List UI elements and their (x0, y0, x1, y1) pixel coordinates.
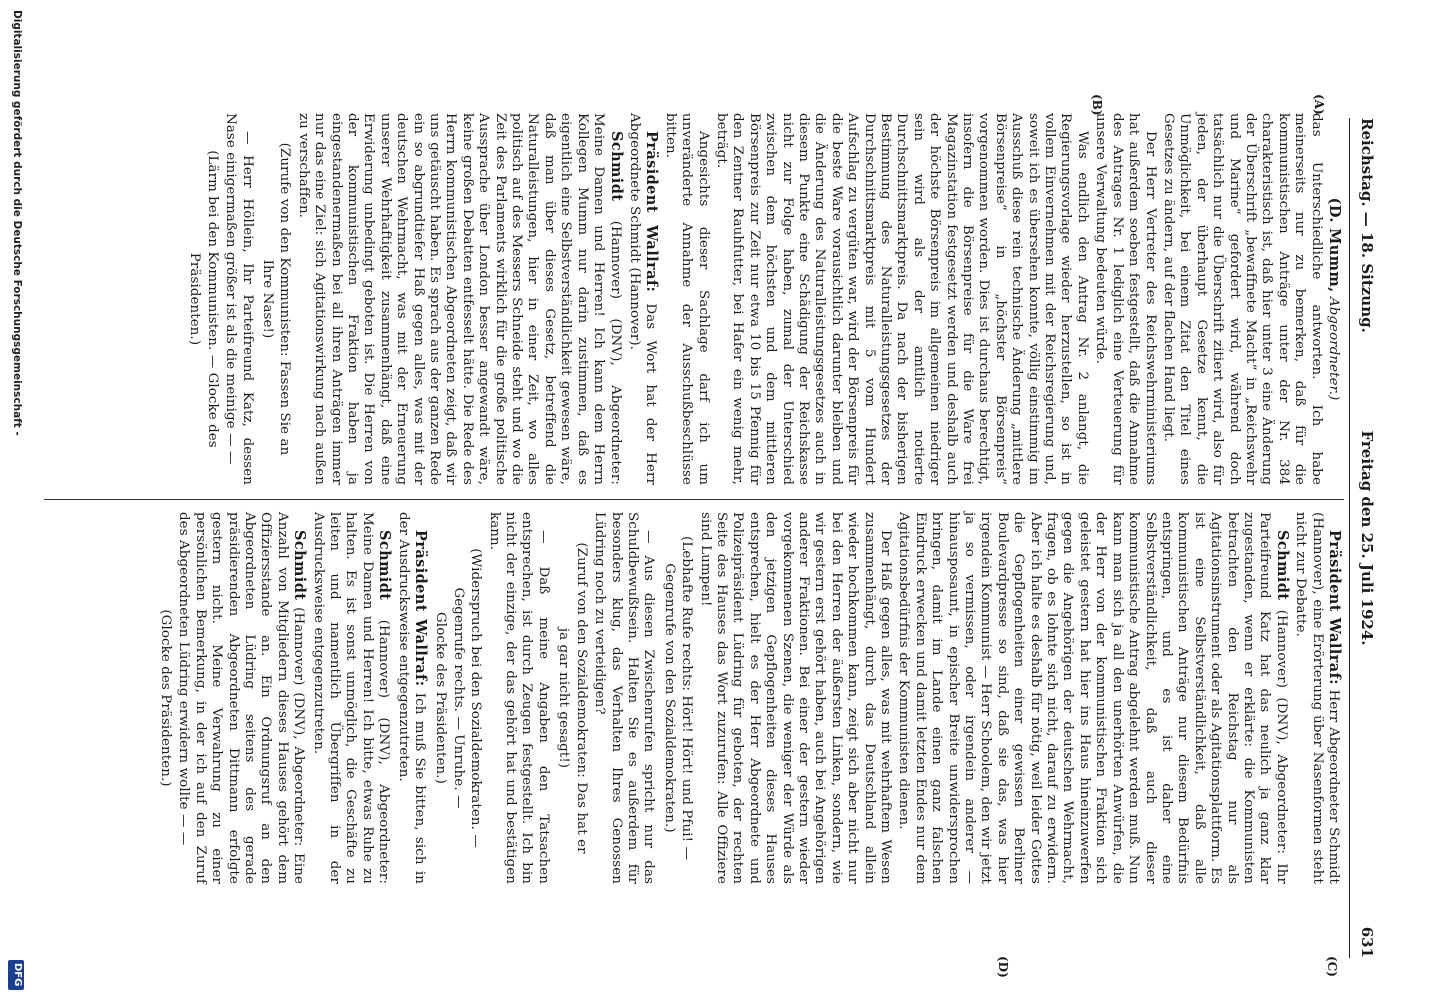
speaker-role: Abgeordneter.) (1326, 296, 1341, 401)
speaker-name: Schmidt (376, 530, 394, 601)
interjection: (Zuruf von den Sozialdemokraten: Das hat er (573, 542, 589, 854)
speech-paragraph (1292, 512, 1342, 884)
interjection: (Lärm bei den Kommunisten. — Glocke des (204, 150, 220, 448)
interjection: Ihre Nase!) (260, 259, 275, 339)
speech-text: (Hannover) (DNV), Abgeordneter: Eine Anzahl von Mitgliedern dieses Hauses gehört dem Offiziersstande an. Ein Ordnungsruf an den Abgeordneten Lüdring seitens des gerade präsidierenden Abgeordneten Dittmann erfolgte gestern nicht. Meine Verwahrung zu einer persönlichen Bemerkung, in der ich auf den Zuruf des Abgeordneten Lüdring erwidern wollte — — (176, 512, 307, 885)
paragraph: Der Haß gegen alles, was mit wehrhaftem Wesen zusammenhängt, durch das Deutschland allein wieder hochkommen kann, zeigt sich aber nicht nur bei den Herren der äußersten Linken, sondern, wie wir gestern erst gehört haben, auch bei Angehörigen anderer Fraktionen. Bei einer der gestern wieder vorgekommenen Szenen, die weniger der Würde als den jetzigen Gepflogenheiten dieses Hauses entsprechen, hielt es der Herr Abgeordnete und Polizeipräsident Lüdring für geboten, der rechten Seite des Hauses das Wort zuzurufen: Alle Offiziere sind Lumpen! (697, 512, 894, 884)
digitization-footer (6, 0, 24, 1000)
paragraph: das Unterschiedliche antworten. Ich habe meinerseits nur zu bemerken, daß für die kommunistischen Anträge unter der Nr. 384 charakteristisch ist, daß hier unter 3 eine Änderung der Überschrift „bewaffnete Macht“ in „Reichswehr und Marine“ gefordert wird, während doch tatsächlich nur die Überschrift zitiert wird, also für jeden, der überhaupt Gesetze kennt, die Unmöglichkeit, bei einem Zitat den Titel eines Gesetzes zu ändern, auf der flachen Hand liegt. (1160, 113, 1324, 485)
speech-paragraph (626, 113, 660, 485)
speaker-continuation (1325, 113, 1342, 485)
margin-letter-d: (D) (996, 956, 1010, 978)
column-divider (44, 499, 1344, 500)
speaker-name: Schmidt (607, 131, 625, 202)
header-rule (1349, 118, 1350, 958)
dfg-logo-text: DFG (12, 963, 23, 987)
paragraph: — Aus diesen Zwischenrufen spricht nur das Schuldbewußtsein. Halten Sie es außerdem für besonders klug, das Verhalten Ihres Genossen Lüdring noch zu verteidigen? (592, 512, 657, 884)
paragraph: — Herr Höllein, Ihr Parteifreund Katz, dessen Nase einigermaßen größer ist als die meinige — — (223, 113, 255, 485)
speaker-name: (D. Mumm, (1326, 197, 1343, 293)
interjection: (Widerspruch bei den Sozialdemokraten. — (468, 548, 484, 848)
header-session: Reichstag. — 18. Sitzung. (1358, 118, 1376, 333)
speaker-name: Präsident Wallraf: (412, 530, 430, 687)
interjection: (Glocke des Präsidenten.) (157, 609, 173, 787)
header-date: Freitag den 25. Juli 1924. (1358, 430, 1376, 646)
dfg-logo-icon (8, 960, 24, 990)
paragraph: — Daß meine Angaben den Tatsachen entsprechen, ist durch Zeugen festgestellt. Ich bin nicht der einzige, der das gehört hat und bestätigen kann. (486, 512, 551, 884)
left-column (182, 113, 1342, 485)
speech-text: (Hannover) (DNV), Abgeordneter: Ihr Parteifreund Katz hat das neulich ja ganz klar zugestanden, wenn er erklärte: die Kommunisten betrachten den Reichstag nur als Agitationsinstrument oder als Agitationsplattform. Es ist eine Selbstverständlichkeit, daß alle kommunistischen Anträge nur diesem Bedürfnis entspringen, und es ist daher eine Selbstverständlichkeit, daß auch dieser kommunistische Antrag abgelehnt werden muß. Nun kann man sich ja all den unerhörten Anwürfen, die der Herr von der kommunistischen Fraktion sich geleistet gestern hat hier ins Haus hineinzuwerfen gegen die Angehörigen der deutschen Wehrmacht, fragen, ob es lohnte sich nicht, darauf zu erwidern. Aber ich halte es deshalb für nötig, weil leider Gottes die Gepflogenheiten einer gewissen Berliner Boulevardpresse so sind, daß sie das, was hier irgendein Kommunist — Herr Schoolem, den wir jetzt ja so vermissen, oder irgendein anderer — hinausposaunt, in epischer Breite unwidersprochen bringen, damit im Lande einen ganz falschen Eindruck erwecken und damit letzten Endes nur dem Agitationsbedürfnis der Kommunisten dienen. (896, 512, 1289, 885)
speech-text: (Hannover) (DNV), Abgeordneter: Meine Damen und Herren! Ich kann dem Herrn Kollegen Mumm nur darin zustimmen, daß es eigentlich eine Selbstverständlichkeit gewesen wäre, daß man über dieses Gesetz, betreffend die Naturalleistungen, hier in einer Zeit, wo alles politisch auf des Messers Schneide steht und wo die Zeit des Parlaments wirklich für die große politische Aussprache über London besser angewandt wäre, keine großen Debatten entfesselt hätte. Die Rede des Herrn kommunistischen Abgeordneten zeigt, daß wir uns getäuscht haben. Es sprach aus der ganzen Rede ein so abgrundtiefer Haß gegen alles, was mit der deutschen Wehrmacht, was mit der Erneuerung unserer Wehrhaftigkeit zusammenhängt, daß eine Erwiderung unbedingt geboten ist. Die Herren von der kommunistischen Fraktion haben ja eingestandenermaßen bei all ihren Anträgen immer nur das eine Ziel: sich Agitationswirkung nach außen zu verschaffen. (295, 113, 623, 485)
speech-paragraph (394, 512, 428, 884)
speech-paragraph (895, 512, 1290, 884)
speech-text: Das Wort hat der Herr Abgeordnete Schmidt (Hannover). (626, 113, 659, 485)
speaker-name: Schmidt (291, 530, 309, 601)
margin-letter-a: (A) (1312, 94, 1326, 115)
right-column (153, 512, 1342, 884)
paragraph: Was endlich den Antrag Nr. 2 anlangt, die Regierungsvorlage wieder herzustellen, so ist in vollem Einvernehmen mit der Reichsregierung und, soweit ich es übersehen konnte, völlig einstimmig im Ausschuß diese rein technische Änderung „mittlere Börsenpreise“ in „höchster Börsenpreis“ vorgenommen worden. Dies ist durchaus berechtigt, insofern die Börsenpreise für die Ware frei Magazinstation festgesetzt werden und deshalb auch der höchste Börsenpreis im allgemeinen niedriger sein wird als der amtlich notierte Durchschnittsmarktpreis. Da nach der bisherigen Bestimmung des Naturalleistungsgesetzes der Durchschnittsmarktpreis mit 5 vom Hundert Aufschlag zu vergüten war, wird der Börsenpreis für die beste Ware vorausichtlich darunter bleiben und die Änderung des Naturalleistungsgesetzes auch in diesem Punkte eine Schädigung der Reichskasse nicht zur Folge haben, zumal der Unterschied zwischen dem höchsten und dem mittleren Börsenpreis zur Zeit nur etwa 10 bis 15 Pfennig für den Zentner Rauhfutter, bei Hafer ein wenig mehr, beträgt. (713, 113, 1090, 485)
speech-text: Herr Abgeordneter Schmidt (Hannover), eine Erörterung über Nasenformen steht nicht zur Debatte. (1293, 512, 1341, 884)
interjection: ja gar nicht gesagt!) (556, 627, 572, 769)
speech-paragraph (175, 512, 307, 884)
interjection: Gegenrufe von den Sozialdemokraten.) (661, 563, 677, 833)
page-number: 631 (1358, 926, 1376, 958)
margin-letter-c: (C) (1325, 956, 1339, 977)
speech-paragraph (309, 512, 392, 884)
speaker-name: Präsident Wallraf: (643, 131, 661, 293)
speech-paragraph (294, 113, 623, 485)
margin-letter-b: (B) (1090, 94, 1104, 116)
funding-note: Digitalisierung gefördert durch die Deutsche Forschungsgemeinschaft - (11, 10, 23, 436)
speech-text: Ich muß Sie bitten, sich in der Ausdrucksweise entgegenzutreten. (395, 512, 428, 884)
interjection: Gegenrufe rechts. — Unruhe. — (450, 587, 466, 809)
page-header (1350, 118, 1378, 958)
paragraph: Angesichts dieser Sachlage darf ich um unveränderte Annahme der Ausschußbeschlüsse bitten. (662, 113, 711, 485)
interjection: (Lebhafte Rufe rechts: Hört! Hört! und Pfui! — (679, 536, 695, 860)
interjection: Präsidenten.) (187, 252, 203, 346)
interjection: (Zurufe von den Kommunisten: Fassen Sie an (277, 142, 293, 456)
speaker-name: Schmidt (1273, 530, 1291, 601)
speaker-name: Präsident Wallraf: (1326, 530, 1343, 685)
speech-text: (Hannover) (DNV), Abgeordneter: Meine Damen und Herren! Ich bitte, etwas Ruhe zu halten. Es ist sonst unmöglich, die Geschäfte zu leiten und namentlich Übergriffen in der Ausdrucksweise entgegenzutreten. (310, 512, 392, 884)
paragraph: Der Herr Vertreter des Reichswehrministeriums hat außerdem soeben festgestellt, daß die Annahme des Antrages Nr. 1 lediglich eine Verteuerung für unsere Verwaltung bedeuten würde. (1093, 113, 1158, 485)
interjection: Glocke des Präsidenten.) (433, 612, 449, 784)
